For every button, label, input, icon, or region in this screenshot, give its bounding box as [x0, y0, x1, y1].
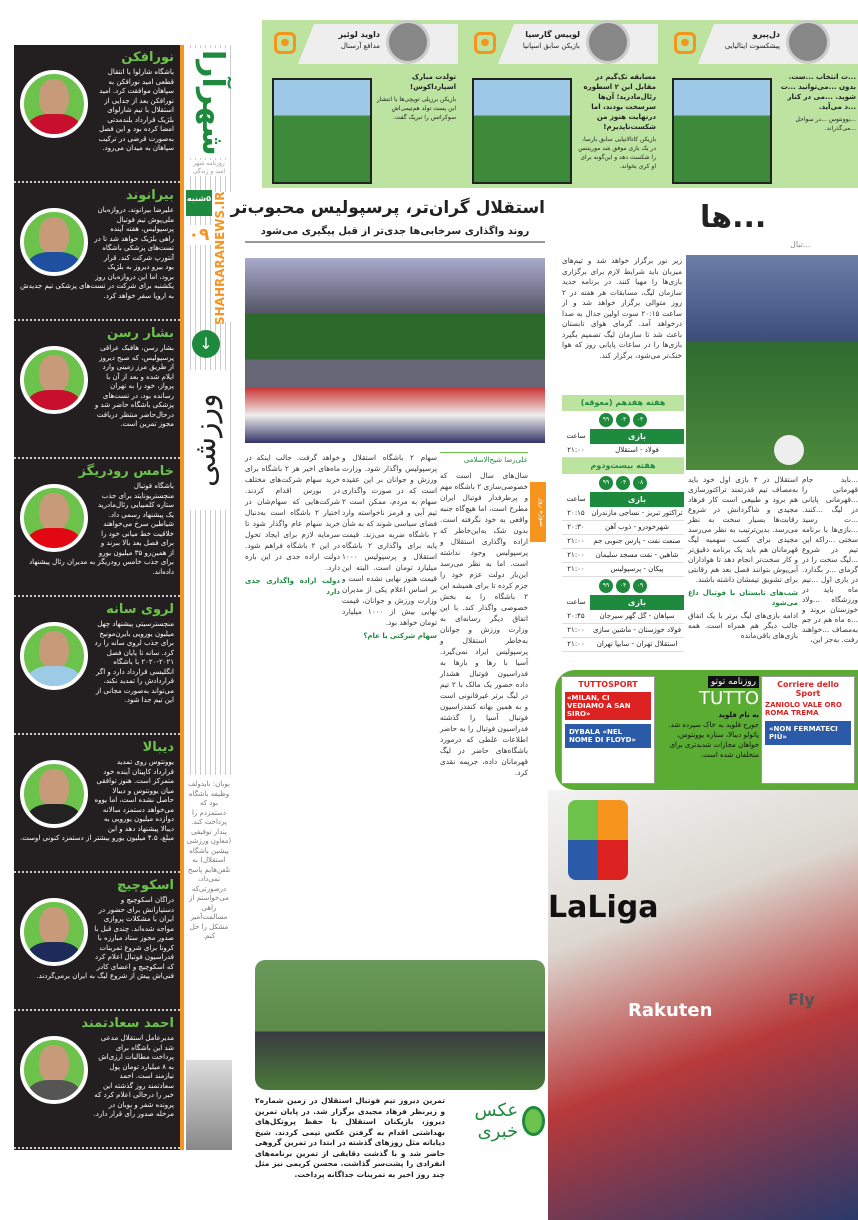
match: استقلال تهران - سایپا تهران — [596, 640, 678, 648]
label: روزنامه توتو — [708, 676, 759, 688]
table-header — [562, 595, 684, 610]
post-title: مسابقه تک‌گیم در مقابل این ۲ اسطوره رئال‌مادرید؛ آن‌ها سرسخت بودند، اما درنهایت هنوز من شکست‌ناپذیرم! — [583, 73, 656, 131]
paper-top: «MILAN, CI VEDIAMO A SAN SIRO» — [565, 692, 651, 720]
post-image — [672, 78, 772, 184]
label: عکس خبری — [474, 1100, 519, 1142]
paper-lead: DYBALA «NEL NOME DI FLOYD» — [565, 724, 651, 748]
photo-caption: تمرین دیروز تیم فوتبال استقلال در زمین شماره۲ و زیرنظر فرهاد مجیدی برگزار شد. در پایان تمرین دیروز، بازیکنان استقلال با حفظ پروتکل‌های بهداشتی اقدام به گرفتن عکس تیمی کردند. شیخ دیاباته مثل روزهای گذشته در ابتدا در تمرین گروهی حاضر شد و با گذشت دقایقی از تمرین برنامه‌های انفرادی را پشت‌سر گذاشت. محسن کریمی نیز مثل چند روز اخیر به تمرینات جداگانه پرداخت. — [255, 1096, 445, 1179]
player-news: مدیرعامل استقلال مدعی شد این باشگاه برای پرداخت مطالبات ارزی‌اش به ۸ میلیارد تومان پول نیازمند است. احمد سعادتمند روز گذشته این خبر را درحالی اعلام کرد که پرونده شفر و بوبان در مرحله صدور رأی قرار دارد. — [93, 1034, 174, 1118]
player-news: منچسترسیتی پیشنهاد چهل میلیون یورویی بایرن‌مونیخ برای جذب لروی سانه را رد کرد. سانه تا پایان فصل ۲۰۲۱-۲۰۲۰ با باشگاه انگلیسی قرارداد دارد و اگر قراردادش را تمدید نکند، می‌تواند به‌صورت مجانی از این تیم جدا شود. — [94, 620, 174, 704]
intertitle: سهام شرکتی یا عام؟ — [363, 632, 437, 640]
match: تراکتور تبریز - نساجی مازندران — [591, 509, 683, 517]
match: پیکان - پرسپولیس — [610, 565, 664, 573]
post-body — [376, 72, 456, 122]
player-avatar — [20, 760, 88, 828]
week-title: هفته هفدهم (معوقه) — [562, 395, 684, 411]
player-news: باشگاه شارلوا با انتقال قطعی امید نورافکن به سپاهان موافقت کرد. امید نورافکن بعد از جدایی از استقلال با تیم شارلوای بلژیک قرارداد بلندمدتی امضا کرده بود و این فصل به‌صورت قرضی در ترکیب سپاهان به میدان می‌رود. — [98, 68, 174, 152]
instagram-post — [262, 20, 458, 188]
arrow-down-icon: ↓ — [192, 330, 220, 358]
laliga-wordmark: LaLiga — [548, 890, 659, 925]
header-time: ساعت — [566, 495, 586, 503]
date-part: ۹۹ — [599, 476, 613, 490]
table-row — [562, 444, 684, 458]
camera-icon — [522, 1106, 545, 1136]
player-news: بشار رسن، هافبک عراقی پرسپولیس، که صبح دیروز از طریق مرز زمینی وارد ایلام شده و بعد از آن با پرواز، خود را به تهران رسانده بود، در تست‌های پزشکی باشگاه حاضر شد و درحال‌حاضر منتظر دریافت مجوز تمرین است. — [94, 344, 174, 428]
stadium-photo — [245, 258, 545, 443]
match: شاهین - نفت مسجد سلیمان — [595, 551, 679, 559]
instagram-post — [662, 20, 858, 188]
post-title: ...ت انتخاب ...ست. بدون ...می‌توانید ...ت شوید. ...می در کنار ...د می‌آید. — [780, 73, 856, 111]
post-text: ...یوونتوس ...در سواحل ...می‌گذراند. — [795, 116, 856, 132]
topic-tag: سوژه روز — [530, 482, 546, 542]
player-avatar — [20, 898, 88, 966]
right-headline: ...ها — [700, 200, 767, 235]
match-time: ۲۱:۰۰ — [567, 626, 585, 634]
date-part: ۹۹ — [599, 579, 613, 593]
player-news: علیرضا بیرانوند، دروازه‌بان ملی‌پوش تیم فوتبال پرسپولیس، هفته آینده راهی بلژیک خواهد شد تا در تست‌های پزشکی باشگاه آنتورپ شرکت کند. قرار بود بیرو دیروز به بلژیک برود، اما این دروازه‌بان روز یکشنبه برای شرکت در تست‌های پزشکی تیم جدیدش به اروپا سفر خواهد کرد. — [20, 206, 174, 300]
right-column-1 — [688, 475, 798, 641]
match-date — [562, 411, 684, 429]
paper-name: TUTTOSPORT — [578, 680, 638, 689]
player-news: باشگاه فوتبال منچستریونایتد برای جذب ستاره کلمبیایی رئال‌مادرید یک پیشنهاد رسمی داد. شیاطین سرخ می‌خواهند خلاقیت خط میانی خود را برای فصل بعد بالا ببرند و از همین‌رو ۳۵ میلیون یورو برای جذب خامس رودریگز به مدیران رئال پیشنهاد داده‌اند. — [29, 482, 174, 576]
author-role: بازیکن سابق اسپانیا — [522, 42, 580, 50]
table-row — [562, 624, 684, 638]
table-header — [562, 429, 684, 444]
header-game: بازی — [590, 492, 684, 507]
intertitle: شب‌های تابستان با فوتبال داغ می‌شود — [688, 589, 798, 607]
right-column-2: ...باید جام قهرمانی را ...قهرمانی پایانی در لیگ ...کنند. ...ت رسید ...بازی‌ها با برنامه سختی ...راکه این تیم در شروع ...لیگ سخت را در گرمای ...ر بگذارد. در بازی اول ...تیم ماه باید در ورزشگاه ...ولاد خوزستان بروند و ...ه ماه هم در جم به‌مصاف ...خواهند رفت. به‌جز این، — [802, 475, 858, 644]
match: فولاد - استقلال — [615, 446, 659, 454]
match-time: ۲۱:۰۰ — [567, 537, 585, 545]
newspaper-logo: شهرآرا — [186, 48, 230, 158]
player-name: نورافکن — [121, 50, 174, 65]
laliga-poster — [548, 790, 858, 1220]
laliga-logo-icon — [568, 800, 628, 880]
match: فولاد خوزستان - ماشین سازی — [592, 626, 682, 634]
player-name: بشار رسن — [107, 326, 174, 341]
divider — [180, 45, 184, 1150]
header-game: بازی — [590, 595, 684, 610]
instagram-icon: ● — [674, 32, 696, 54]
avatar — [386, 20, 430, 64]
match-time: ۲۰:۱۵ — [567, 509, 585, 517]
week-title: هفته بیست‌ودوم — [562, 458, 684, 474]
author-name: دل‌پیرو — [752, 30, 780, 39]
quote-text: بوبان: نایدولف وظیفه باشگاه بود که دستمزدم را پرداخت کند. پندار توفیقی (معاون ورزشی پیشین باشگاه استقلال) به تلفن‌هایم پاسخ نمی‌داد، درصورتی‌که می‌خواستم از راهی مسالمت‌آمیز مشکل را حل کنم. — [186, 780, 232, 940]
player-profile — [14, 45, 180, 183]
player-name: اسکوچیچ — [117, 878, 174, 893]
author-role: پیشکسوت ایتالیایی — [724, 42, 780, 50]
date-part: ۰۸ — [633, 476, 647, 490]
post-body — [776, 72, 856, 133]
match-time: ۲۱:۰۰ — [567, 446, 585, 454]
table-row — [562, 638, 684, 652]
match-time: ۲۱:۰۰ — [567, 551, 585, 559]
post-image — [272, 78, 372, 184]
match-date — [562, 474, 684, 492]
player-avatar — [20, 346, 88, 414]
table-row — [562, 610, 684, 624]
player-name: احمد سعادتمند — [81, 1016, 174, 1031]
author-role: مدافع آرسنال — [340, 42, 380, 50]
article-text: خواهد گرفت. جالب اینکه در ماه‌های اخیر هر ۲ باشگاه برای خرید سهام شرکت‌های مختلف در بورس اقدام کردند. شرکت‌هایی که سهام‌شان در اختیار ۲ باشگاه است به‌دنبال خرید سهام عام واگذار شود تا سرمایه لازم برای ایجاد تحول در این ۲ باشگاه فراهم شود. دولت اراده جدی در این باره دارد. — [245, 453, 340, 572]
sponsor: Rakuten — [628, 1000, 713, 1021]
post-body — [576, 72, 656, 171]
newspaper-cover — [761, 676, 855, 784]
table-row — [562, 563, 684, 577]
table-row — [562, 549, 684, 563]
match: صنعت نفت - پارس جنوبی جم — [593, 537, 681, 545]
player-profile — [14, 735, 180, 873]
team-photo — [255, 960, 545, 1090]
tagline: روزنامه شهر امید و زندگی — [188, 160, 230, 176]
header-time: ساعت — [566, 432, 586, 440]
date-part: ۰۹ — [633, 579, 647, 593]
ball — [774, 435, 804, 465]
author-name: داوید لوئیز — [338, 30, 380, 39]
right-subhead: ...تبال — [790, 240, 811, 249]
date-part: ۰۴ — [633, 413, 647, 427]
sponsor: Fly — [788, 990, 815, 1009]
date-part: ۰۴ — [616, 476, 630, 490]
player-profile — [14, 183, 180, 321]
weekday: ۵شنبه — [186, 190, 212, 216]
match: سپاهان - گل گهر سیرجان — [599, 612, 675, 620]
player-avatar — [20, 208, 88, 276]
header-game: بازی — [590, 429, 684, 444]
article-headline: استقلال گران‌تر، پرسپولیس محبوب‌تر — [230, 198, 545, 218]
website[interactable]: SHAHRARANEWS.IR — [213, 192, 231, 322]
player-avatar — [20, 1036, 88, 1104]
social-media-strip — [262, 20, 858, 188]
player-profile — [14, 597, 180, 735]
player-avatar — [20, 70, 88, 138]
date-part: ۰۴ — [616, 579, 630, 593]
header-time: ساعت — [566, 598, 586, 606]
player-profile — [14, 459, 180, 597]
player-profile — [14, 1011, 180, 1149]
match: شهرخودرو - ذوب آهن — [604, 523, 670, 531]
author: علی‌رضا شیخ‌الاسلامی — [440, 452, 528, 466]
newspaper-cover — [561, 676, 655, 784]
instagram-icon: ● — [274, 32, 296, 54]
schedule-table — [562, 395, 684, 652]
newspaper-text — [659, 676, 759, 760]
photo-news-label — [455, 1100, 545, 1142]
transfer-news-sidebar — [14, 45, 180, 1150]
avatar — [586, 20, 630, 64]
avatar — [786, 20, 830, 64]
player-avatar — [20, 622, 88, 690]
match-photo — [686, 255, 858, 470]
article-text: سهام ۲ باشگاه استقلال و پرسپولیس واگذار شود. وزارت ورزش و جوانان بر این عقیده است که در صورت واگذاری سهام به مردم، ممکن است ۲ تیم آبی و قرمز ناخواسته وارد فضای سیاسی شوند که به شأن ۲ باشگاه ضربه می‌زند. قیمت پایه برای واگذاری ۲ باشگاه استقلال و پرسپولیس ۱۰۰۰ میلیارد تومان است. البته این قیمت هنوز نهایی نشده است و بر اساس اعلام یکی از مدیران وزارت ورزش و جوانان، قیمت نهایی بیش از ۱۰۰۰ میلیارد تومان خواهد بود. — [342, 453, 437, 627]
subtitle: به نام فلوید — [718, 711, 759, 719]
table-row — [562, 521, 684, 535]
paper-top: ZANIOLO VALE ORO ROMA TREMA — [765, 701, 842, 717]
author-name: لوییس گارسیا — [525, 30, 580, 39]
match-date — [562, 577, 684, 595]
article-column-2 — [342, 452, 437, 645]
player-name: دیبالا — [142, 740, 174, 755]
player-photo — [186, 1060, 232, 1150]
player-name: خامس رودریگز — [78, 464, 174, 479]
section-title: ورزشی — [188, 370, 228, 510]
player-news: دراگان اسکوچیچ و دستیارانش برای حضور در ایران با مشکلات پروازی مواجه شده‌اند. چندی قبل با صدور مجوز ستاد مبارزه با کرونا برای شروع تمرینات فدراسیون فوتبال اعلام کرد که اسکوچیچ و اعضای کادر فنی‌اش پیش از شروع لیگ به ایران برمی‌گردند. — [36, 896, 174, 980]
player-name: بیرانوند — [125, 188, 174, 203]
match-time: ۲۰:۴۵ — [567, 612, 585, 620]
date-part: ۹۹ — [599, 413, 613, 427]
article-text: ادامه بازی‌های لیگ برتر با یک اتفاق جالب دیگر هم همراه است. همه بازی‌های باقی‌مانده — [688, 611, 798, 640]
article-subhead: روند واگذاری سرخابی‌ها جدی‌تر از قبل پیگیری می‌شود — [245, 226, 545, 243]
post-title: تولدت مبارک اسپارداکوس! — [409, 73, 456, 91]
brand: TUTTO — [698, 688, 759, 709]
paper-lead: «NON FERMATECI PIÙ» — [765, 721, 851, 745]
article-column-1 — [440, 452, 528, 778]
match-time: ۲۱:۰۰ — [567, 640, 585, 648]
page-number: ۰۹ — [186, 225, 212, 245]
player-avatar — [20, 484, 88, 552]
article-text: استقلال در ۴ بازی اول خود باید به‌مصاف تیم قدرتمند تراکتورسازی هم برود و طبیعی است کار فرهاد مجیدی و شاگردانش در شروع رقابت‌ها بسیار سخت به نظر می‌رسد. بدین‌ترتیب به نظر می‌رسد مجیدی برای کسب سهمیه لیگ قهرمانان هم باید یک برنامه دقیق‌تر و کار سخت‌تر انجام دهد تا هواداران آبی‌پوش بتوانند فصل بعد هم رقابتی برای تشویق تیمشان داشته باشند. — [688, 475, 798, 584]
article-text: سال‌های سال است که خصوصی‌سازی ۲ باشگاه مهم و پرطرفدار فوتبال ایران مطرح است، اما هیچ‌گاه جنبه واقعی به خود نگرفته است. بدون شک به‌این‌خاطر که اراده واگذاری استقلال و پرسپولیس وجود نداشته است. اما به نظر می‌رسد این‌بار دولت عزم خود را جزم کرده تا برای همیشه این ۲ باشگاه را به بخش خصوصی واگذار کند. با این اتفاق دیگر رسانه‌ای به وزارت ورزش و جوانان به‌خاطر استقلال و پرسپولیس ایراد نمی‌گیرد. آسیا با رها و بارها به فدراسیون فوتبال هشدار داده حضور یک مالک با ۲ تیم در لیگ برتر غیرقانونی است و به همین بهانه کنفدراسیون فوتبال آسیا را گذشته فدراسیون فوتبال را به حاضر اطلاعات غلطی که درمورد باشگاه‌های حاضر در لیگ قهرمانان داده، جریمه نقدی کرد. — [440, 471, 528, 777]
table-row — [562, 535, 684, 549]
player-news: یوونتوس روی تمدید قرارداد کاپیتان آینده خود متمرکز است. هنوز توافقی میان یوونتوس و دیبالا حاصل نشده است، اما یووه می‌خواهد دستمزد سالانه دوازده میلیون یورویی به دیبالا پیشنهاد دهد و این مبلغ، ۴.۵ میلیون یورو بیشتر از دستمزد کنونی اوست. — [20, 758, 174, 842]
date-part: ۰۴ — [616, 413, 630, 427]
match-time: ۲۱:۰۰ — [567, 565, 585, 573]
text: جورج فلوید به خاک سپرده شد. پائولو دیبالا، ستاره یوونتوس، خواهان مجازات شدیدتری برای متخلفان شده است. — [668, 721, 759, 759]
article-column-3 — [245, 452, 340, 601]
intertitle: دولت اراده واگذاری جدی دارد — [245, 577, 340, 596]
player-name: لروی سانه — [106, 602, 174, 617]
match-time: ۲۰:۳۰ — [567, 523, 585, 531]
league-text: زیر نور برگزار خواهد شد و تیم‌های میزبان باید شرایط لازم برای برگزاری بازی‌ها را مهیا کنند. در برنامه جدید سازمان لیگ، مسابقات هر هفته در ۲ روز متوالی برگزار خواهد شد و از ساعت ۲۰:۱۵ سوت اولین جدال به صدا درخواهد آمد. گرمای هوای تابستان باعث شد تا سازمان لیگ تصمیم بگیرد بازی‌ها را در ساعات پایانی روز که هوا خنک‌تر می‌شود، برگزار کند. — [562, 256, 682, 360]
paper-name: Corriere dello Sport — [777, 680, 839, 698]
post-image — [472, 78, 572, 184]
player-profile — [14, 873, 180, 1011]
newspapers-block — [555, 670, 858, 790]
post-text: بازیکن کاتالانیایی سابق بارسا، در یک بازی موفق شد موریتنس را شکست دهد و این‌گونه برای او کری بخواند. — [578, 136, 656, 170]
instagram-post — [462, 20, 658, 188]
table-header — [562, 492, 684, 507]
player-profile — [14, 321, 180, 459]
post-text: بازیکن برزیلی توپچی‌ها با انتشار این پست تولد هم‌تیمی‌اش سوکراتس را تبریک گفت. — [376, 96, 456, 121]
instagram-icon: ● — [474, 32, 496, 54]
table-row — [562, 507, 684, 521]
